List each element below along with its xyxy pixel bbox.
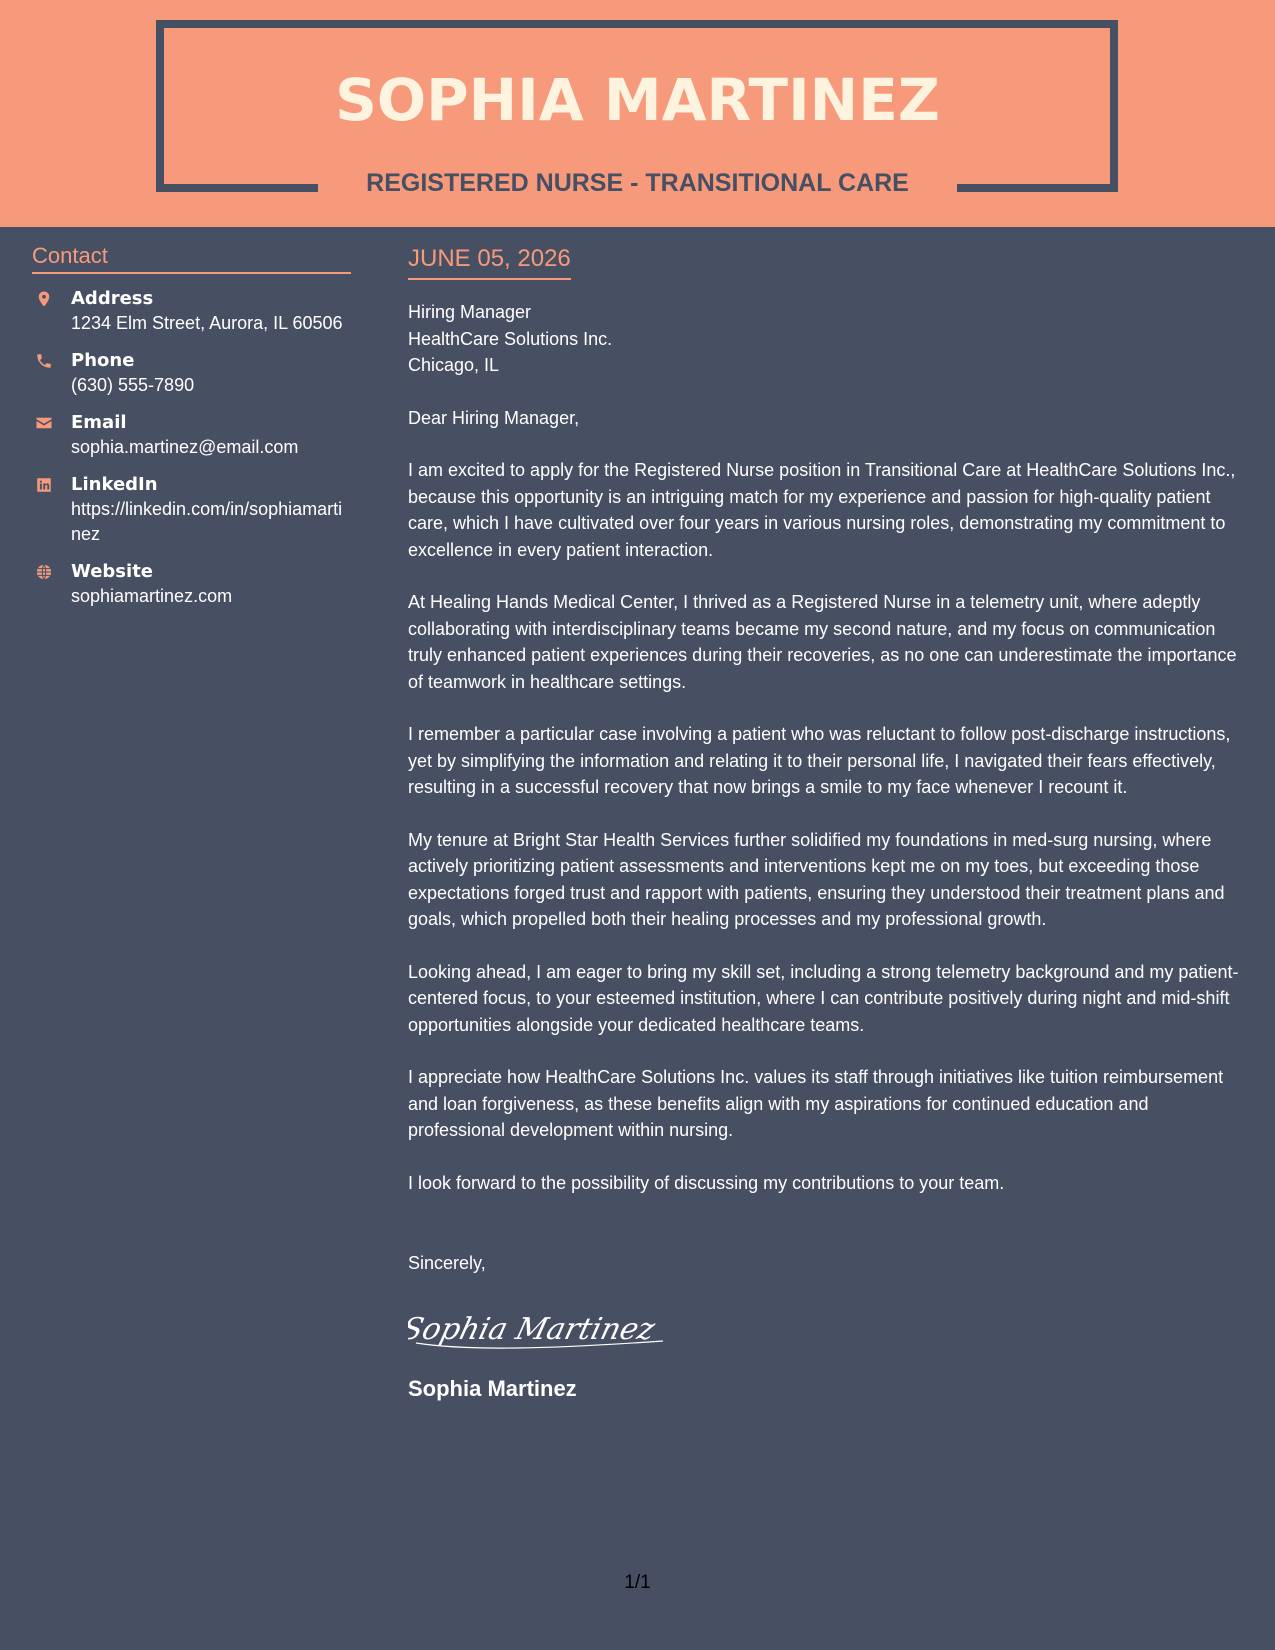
- paragraph: My tenure at Bright Star Health Services further solidified my foundations in med-surg nursing, where actively prioritizing patient assessments and interventions kept me on my toes, but exceeding those expectations forged trust and rapport with patients, ensuring they understood their treatment plans and goals, which propelled both their healing processes and my professional growth.: [408, 829, 1225, 929]
- paragraph: Looking ahead, I am eager to bring my skill set, including a strong telemetry background and my patient-centered focus, to your esteemed institution, where I can contribute positively during night and mid-shift opportunities alongside your dedicated healthcare teams.: [408, 961, 1239, 1035]
- contact-phone: [32, 348, 351, 398]
- salutation: Dear Hiring Manager,: [408, 407, 580, 428]
- contact-website: [32, 559, 351, 609]
- header-banner: [0, 0, 1275, 227]
- envelope-icon: [35, 414, 53, 432]
- handwritten-signature: [408, 1299, 1250, 1355]
- closing: Sincerely,: [408, 1253, 486, 1273]
- phone-icon: [35, 352, 53, 370]
- signature-drawing: [408, 1299, 678, 1355]
- contact-value: sophia.martinez@email.com: [71, 437, 299, 457]
- paragraph: I appreciate how HealthCare Solutions Inc. values its staff through initiatives like tuition reimbursement and loan forgiveness, as these benefits align with my aspirations for continued education and professional development within nursing.: [408, 1067, 1224, 1140]
- contact-label: Phone: [71, 350, 135, 371]
- contact-label: Address: [71, 288, 154, 309]
- recipient-line: Chicago, IL: [408, 355, 500, 375]
- signature-text: Sophia Martinez: [408, 1311, 659, 1347]
- contact-linkedin: [32, 472, 351, 547]
- recipient-line: HealthCare Solutions Inc.: [408, 328, 613, 349]
- signed-name: Sophia Martinez: [408, 1375, 577, 1401]
- page-indicator: 1/1: [624, 1572, 651, 1593]
- paragraph: I am excited to apply for the Registered Nurse position in Transitional Care at HealthCare Solutions Inc., because this opportunity is an intriguing match for my experience and passion for high-quality patient care, which I have cultivated over four years in various nursing roles, demonstrating my commitment to excellence in every patient interaction.: [408, 460, 1236, 560]
- contact-value: (630) 555-7890: [71, 375, 195, 395]
- recipient-line: Hiring Manager: [408, 302, 532, 322]
- paragraph: At Healing Hands Medical Center, I thrived as a Registered Nurse in a telemetry unit, where adeptly collaborating with interdisciplinary teams became my second nature, and my focus on communication truly enhanced patient experiences during their recoveries, as no one can underestimate the importance of teamwork in healthcare settings.: [408, 592, 1237, 692]
- contact-email: [32, 410, 351, 460]
- contact-sidebar: [32, 242, 351, 609]
- recipient-block: [408, 299, 1250, 379]
- paragraph: I remember a particular case involving a patient who was reluctant to follow post-discharge instructions, yet by simplifying the information and relating it to their personal life, I navigated their fears effectively, resulting in a successful recovery that now brings a smile to my face whenever I recount it.: [408, 724, 1231, 797]
- contact-label: Website: [71, 561, 154, 582]
- contact-heading: Contact: [32, 242, 351, 274]
- letter-date: JUNE 05, 2026: [408, 244, 571, 280]
- contact-value: sophiamartinez.com: [71, 586, 233, 606]
- globe-icon: [35, 563, 53, 581]
- location-pin-icon: [35, 290, 53, 308]
- contact-label: Email: [71, 412, 127, 433]
- contact-address: [32, 286, 351, 336]
- paragraph: I look forward to the possibility of discussing my contributions to your team.: [408, 1172, 1005, 1193]
- job-title: REGISTERED NURSE - TRANSITIONAL CARE: [366, 169, 909, 197]
- letter-body: [408, 244, 1250, 1403]
- contact-value: https://linkedin.com/in/sophiamartinez: [71, 499, 343, 544]
- contact-label: LinkedIn: [71, 474, 158, 495]
- applicant-name: SOPHIA MARTINEZ: [335, 66, 940, 134]
- linkedin-icon: [35, 476, 53, 494]
- contact-value: 1234 Elm Street, Aurora, IL 60506: [71, 313, 343, 333]
